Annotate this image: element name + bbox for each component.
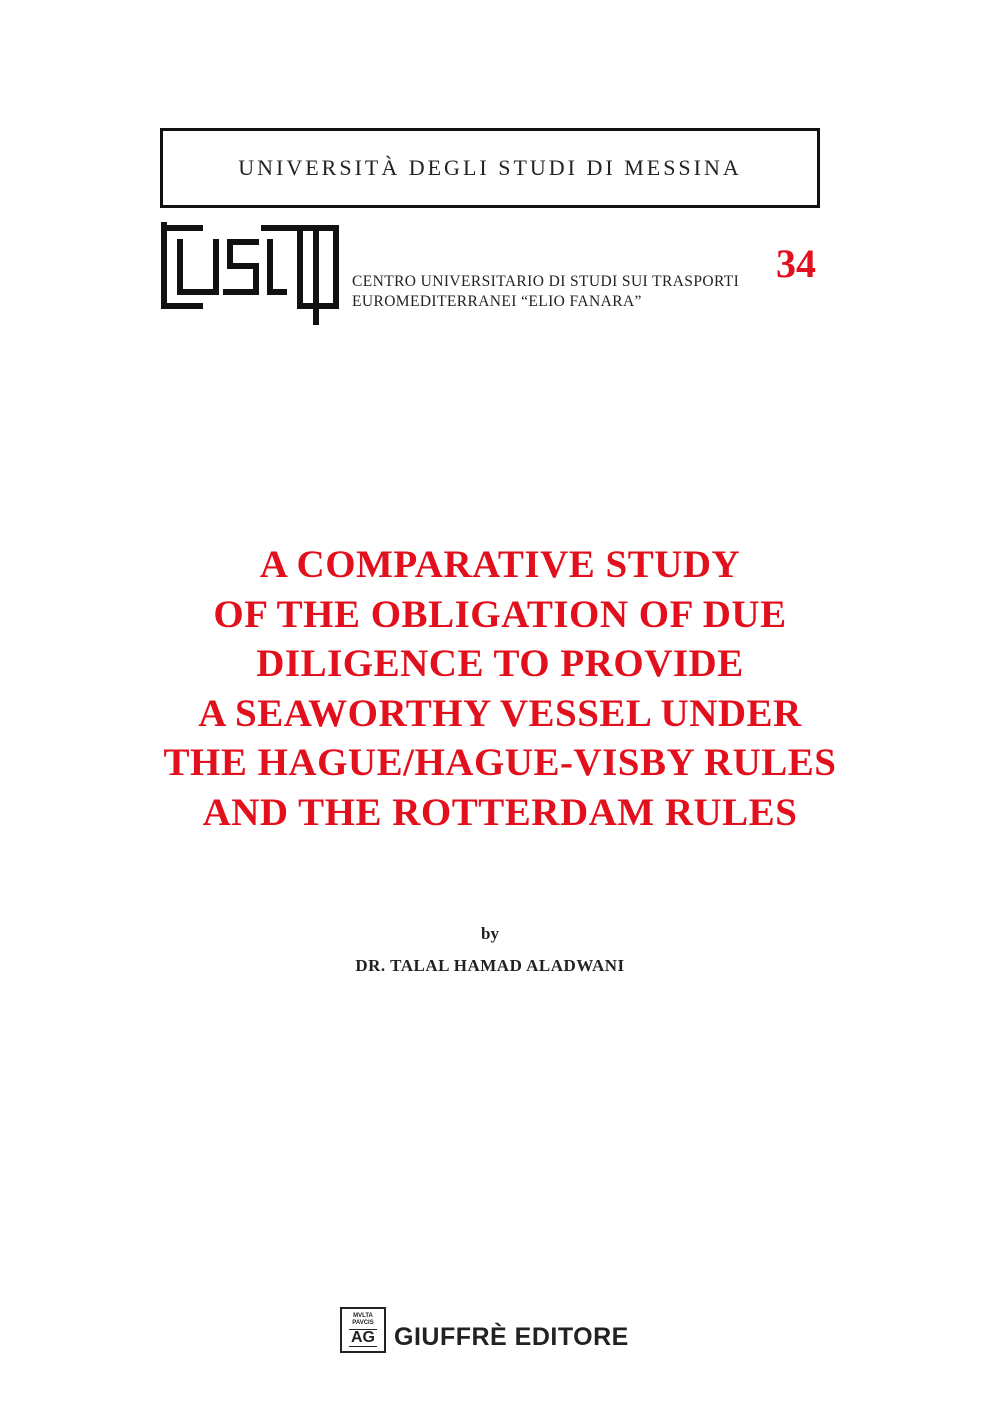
university-name: UNIVERSITÀ DEGLI STUDI DI MESSINA [238,155,742,180]
title-line: DILIGENCE TO PROVIDE [256,642,744,685]
by-label: by [481,924,499,943]
title-line: THE HAGUE/HAGUE-VISBY RULES [163,741,837,784]
title-line: A COMPARATIVE STUDY [259,543,741,586]
title-line: A SEAWORTHY VESSEL UNDER [198,691,802,735]
publisher-logo-icon [340,1307,386,1353]
cust-logo [160,222,340,330]
author-name: DR. TALAL HAMAD ALADWANI [355,956,625,975]
title-line: AND THE ROTTERDAM RULES [202,790,798,834]
title-line: OF THE OBLIGATION OF DUE [213,592,787,636]
series-centre-name [352,272,739,312]
university-header-box [160,128,820,208]
publisher-block [340,1300,660,1360]
book-title [100,540,900,837]
publisher-name: GIUFFRÈ EDITORE [394,1322,629,1351]
series-number: 34 [776,241,816,286]
publisher-initials: AG [351,1329,375,1346]
centre-line-1: CENTRO UNIVERSITARIO DI STUDI SUI TRASPORTI [352,273,740,290]
publisher-motto: MVLTA PAVCIS [352,1313,374,1326]
centre-line-2: EUROMEDITERRANEI “ELIO FANARA” [352,293,642,310]
